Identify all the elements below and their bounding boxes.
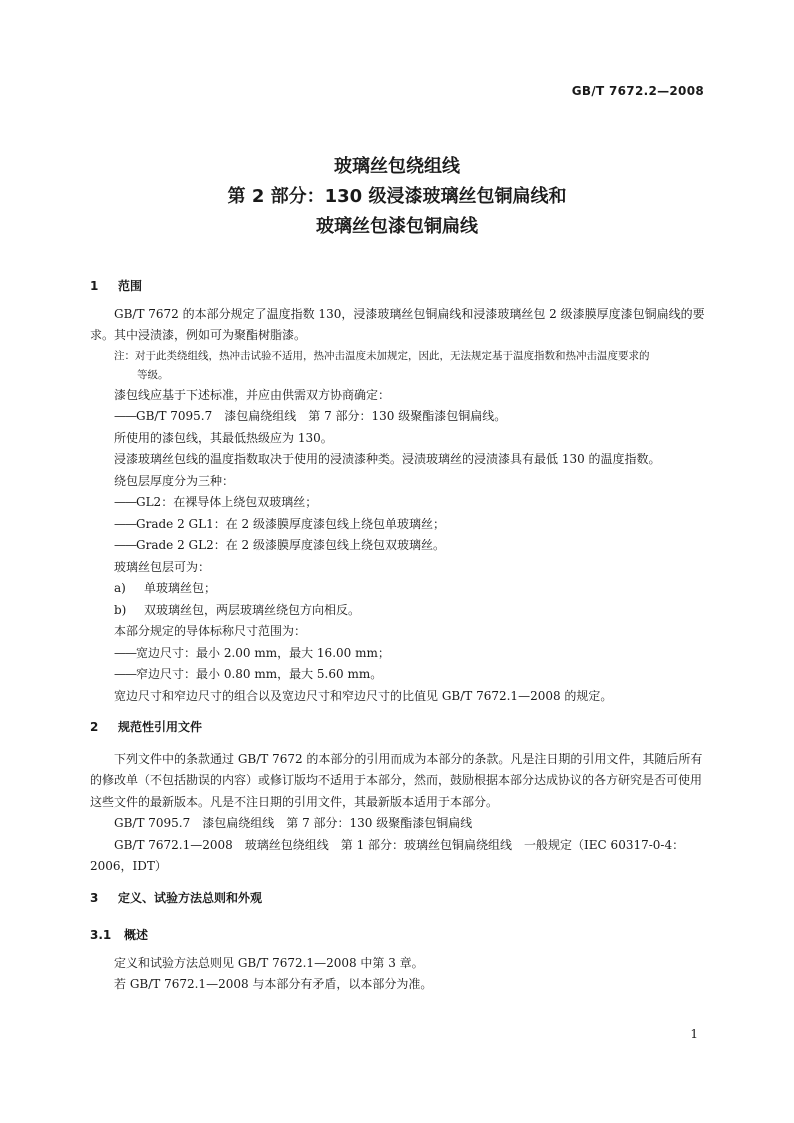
paragraph: 漆包线应基于下述标准，并应由供需双方协商确定：: [114, 387, 391, 402]
paragraph: 所使用的漆包线，其最低热级应为 130。: [114, 430, 333, 445]
paragraph: 绕包层厚度分为三种：: [114, 473, 235, 488]
document-body: [90, 270, 706, 996]
section-title: 规范性引用文件: [118, 720, 203, 734]
list-item: [90, 578, 706, 600]
reference-item: GB/T 7095.7 漆包扁绕组线 第 7 部分：130 级聚酯漆包铜扁线: [114, 816, 473, 830]
page-number: 1: [690, 1027, 698, 1041]
dash-item-text: 宽边尺寸：最小 2.00 mm，最大 16.00 mm；: [136, 645, 390, 660]
section-title: 定义、试验方法总则和外观: [118, 890, 263, 905]
section-number: 1: [90, 279, 99, 293]
dash-item: [90, 406, 706, 428]
subsection-3-1-heading: [90, 925, 706, 947]
list-text: 单玻璃丝包；: [144, 581, 217, 595]
paragraph: 若 GB/T 7672.1—2008 与本部分有矛盾，以本部分为准。: [114, 977, 433, 991]
standard-code: GB/T 7672.2—2008: [571, 84, 704, 98]
dash-mark: ——: [114, 409, 136, 423]
paragraph: 宽边尺寸和窄边尺寸的组合以及宽边尺寸和窄边尺寸的比值见 GB/T 7672.1—2008 的规定。: [114, 688, 613, 703]
list-text: 双玻璃丝包，两层玻璃丝绕包方向相反。: [144, 602, 361, 617]
list-label: b): [114, 602, 127, 617]
dash-mark: ——: [114, 495, 136, 509]
dash-mark: ——: [114, 516, 136, 531]
paragraph: 下列文件中的条款通过 GB/T 7672 的本部分的引用而成为本部分的条款。凡是注日期的引用文件，其随后所有的修改单（不包括勘误的内容）或修订版均不适用于本部分，然而，鼓励根据本部分达成协议的各方研究是否可使用这些文件的最新版本。凡是不注日期的引用文件，其最新版本适用于本部分。: [90, 751, 703, 809]
dash-item: [90, 664, 706, 686]
paragraph: 浸漆玻璃丝包线的温度指数取决于使用的浸渍漆种类。浸渍玻璃丝的浸渍漆具有最低 130 的温度指数。: [114, 452, 661, 466]
subsection-title: 概述: [124, 928, 149, 942]
title-line-3: 玻璃丝包漆包铜扁线: [316, 216, 478, 237]
section-number: 3: [90, 890, 99, 905]
paragraph: 本部分规定的导体标称尺寸范围为：: [114, 624, 307, 638]
title-line-2: 第 2 部分：130 级浸漆玻璃丝包铜扁线和: [227, 186, 567, 207]
dash-item-text: GB/T 7095.7 漆包扁绕组线 第 7 部分：130 级聚酯漆包铜扁线。: [136, 409, 507, 423]
dash-item: [90, 514, 706, 536]
subsection-number: 3.1: [90, 928, 112, 942]
dash-item: [90, 535, 706, 557]
reference-item: GB/T 7672.1—2008 玻璃丝包绕组线 第 1 部分：玻璃丝包铜扁绕组线 一般规定（IEC 60317-0-4：2006，IDT）: [90, 837, 685, 873]
paragraph: GB/T 7672 的本部分规定了温度指数 130，浸漆玻璃丝包铜扁线和浸漆玻璃丝包 2 级漆膜厚度漆包铜扁线的要求。其中浸渍漆，例如可为聚酯树脂漆。: [90, 306, 705, 342]
list-item: [90, 600, 706, 622]
section-2-heading: [90, 717, 706, 739]
note-continuation: 等级。: [137, 368, 169, 381]
title-line-1: 玻璃丝包绕组线: [334, 156, 460, 177]
dash-mark: ——: [114, 667, 136, 681]
dash-item-text: 窄边尺寸：最小 0.80 mm，最大 5.60 mm。: [136, 667, 383, 681]
section-number: 2: [90, 720, 99, 734]
dash-item-text: Grade 2 GL1：在 2 级漆膜厚度漆包线上绕包单玻璃丝；: [136, 516, 445, 531]
paragraph: 玻璃丝包层可为：: [114, 559, 211, 574]
list-label: a): [114, 581, 126, 595]
dash-item-text: Grade 2 GL2：在 2 级漆膜厚度漆包线上绕包双玻璃丝。: [136, 538, 445, 552]
dash-mark: ——: [114, 645, 136, 660]
dash-item: [90, 643, 706, 665]
section-1-heading: [90, 276, 706, 298]
note: 注：对于此类绕组线，热冲击试验不适用，热冲击温度未加规定，因此，无法规定基于温度指数和热冲击温度要求的: [114, 349, 650, 362]
section-3-heading: [90, 888, 706, 910]
dash-item-text: GL2：在裸导体上绕包双玻璃丝；: [136, 495, 318, 509]
document-title: [0, 152, 794, 242]
dash-mark: ——: [114, 538, 136, 552]
paragraph: 定义和试验方法总则见 GB/T 7672.1—2008 中第 3 章。: [114, 955, 424, 970]
section-title: 范围: [118, 279, 143, 293]
dash-item: [90, 492, 706, 514]
